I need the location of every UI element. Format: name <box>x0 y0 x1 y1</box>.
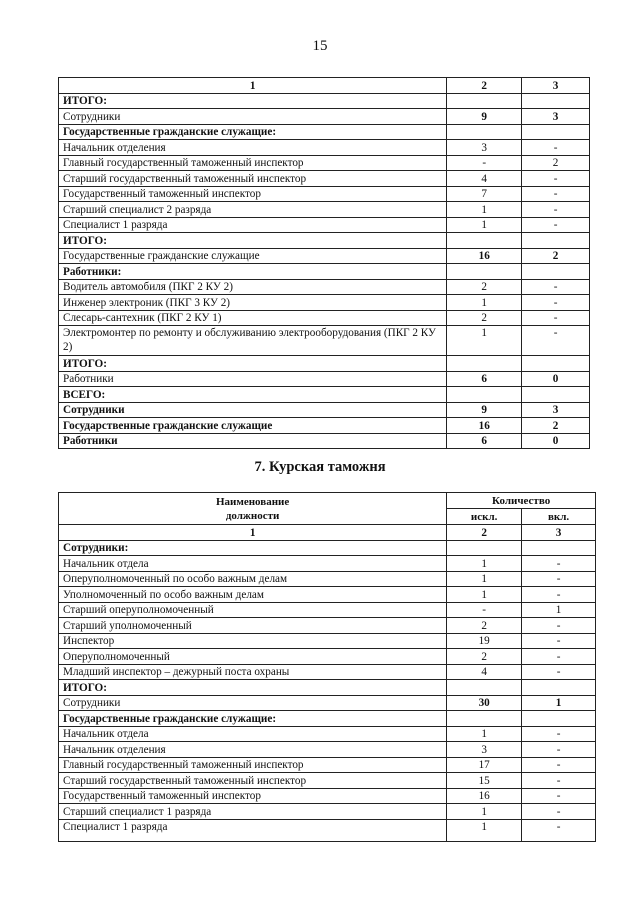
count-included-cell: 2 <box>522 155 590 171</box>
count-included-cell: - <box>522 773 596 789</box>
header-line-2: должности <box>225 509 280 522</box>
count-excluded-cell: 6 <box>447 371 522 387</box>
count-excluded-cell <box>447 680 522 696</box>
count-included-cell: 0 <box>522 371 590 387</box>
column-number-row <box>59 78 590 94</box>
count-included-cell: - <box>522 587 596 603</box>
position-name-cell: Уполномоченный по особо важным делам <box>59 587 447 603</box>
table-row <box>59 371 590 387</box>
count-excluded-cell: 1 <box>447 217 522 233</box>
position-name-cell: Сотрудники: <box>59 540 447 556</box>
count-included-cell: - <box>522 649 596 665</box>
count-included-cell: - <box>522 186 590 202</box>
position-name-cell: Старший государственный таможенный инспектор <box>59 773 447 789</box>
count-included-cell: 1 <box>522 695 596 711</box>
count-excluded-cell <box>447 540 522 556</box>
count-included-cell: - <box>522 171 590 187</box>
page-number: 15 <box>312 38 328 54</box>
table-row <box>59 602 596 618</box>
position-name-cell: Водитель автомобиля (ПКГ 2 КУ 2) <box>59 279 447 295</box>
table-row <box>59 124 590 140</box>
count-excluded-cell: 1 <box>447 804 522 820</box>
table-row <box>59 186 590 202</box>
quantity-header: Количество <box>447 493 596 509</box>
count-included-cell: - <box>522 571 596 587</box>
table-row <box>59 233 590 249</box>
count-included-cell: 3 <box>522 78 590 94</box>
count-excluded-cell: 6 <box>447 433 522 449</box>
table-row <box>59 402 590 418</box>
table-row <box>59 171 590 187</box>
table-row <box>59 587 596 603</box>
count-included-cell: 2 <box>522 248 590 264</box>
count-included-cell: - <box>522 819 596 841</box>
table-row <box>59 264 590 280</box>
table-row <box>59 742 596 758</box>
table-row <box>59 695 596 711</box>
table-row <box>59 93 590 109</box>
count-excluded-cell: - <box>447 155 522 171</box>
count-included-cell: - <box>522 279 590 295</box>
count-included-cell: - <box>522 295 590 311</box>
table-row <box>59 819 596 841</box>
position-name-cell: ИТОГО: <box>59 233 447 249</box>
position-name-cell: Государственные гражданские служащие <box>59 248 447 264</box>
position-name-cell: Начальник отделения <box>59 742 447 758</box>
position-name-cell: Оперуполномоченный <box>59 649 447 665</box>
table-row <box>59 202 590 218</box>
position-name-cell: Государственные гражданские служащие: <box>59 711 447 727</box>
section-title: 7. Курская таможня <box>254 459 386 475</box>
count-excluded-cell: 3 <box>447 742 522 758</box>
count-excluded-cell: 9 <box>447 402 522 418</box>
position-name-cell: Главный государственный таможенный инспектор <box>59 155 447 171</box>
position-name-cell: Старший государственный таможенный инспектор <box>59 171 447 187</box>
table-row <box>59 680 596 696</box>
count-excluded-cell: 1 <box>447 556 522 572</box>
count-included-cell: - <box>522 310 590 326</box>
count-included-cell: - <box>522 326 590 356</box>
position-name-cell: Электромонтер по ремонту и обслуживанию электрооборудования (ПКГ 2 КУ 2) <box>59 326 447 356</box>
count-excluded-cell: 4 <box>447 664 522 680</box>
count-included-cell: - <box>522 618 596 634</box>
count-included-cell: - <box>522 726 596 742</box>
table-row <box>59 140 590 156</box>
table-row <box>59 248 590 264</box>
position-name-cell: ВСЕГО: <box>59 387 447 403</box>
position-name-cell: Начальник отдела <box>59 726 447 742</box>
position-name-cell: Инженер электроник (ПКГ 3 КУ 2) <box>59 295 447 311</box>
table-row <box>59 633 596 649</box>
table-row <box>59 540 596 556</box>
count-excluded-cell: 1 <box>447 726 522 742</box>
header-line-1: Наименование <box>215 495 290 508</box>
header-row <box>59 493 596 509</box>
position-name-cell: Начальник отдела <box>59 556 447 572</box>
count-excluded-cell: 30 <box>447 695 522 711</box>
count-included-cell: 2 <box>522 418 590 434</box>
count-included-cell: 0 <box>522 433 590 449</box>
position-name-cell: Работники: <box>59 264 447 280</box>
position-name-cell: Государственные гражданские служащие <box>59 418 447 434</box>
count-included-cell: - <box>522 664 596 680</box>
count-excluded-cell <box>447 711 522 727</box>
count-excluded-cell: 2 <box>447 279 522 295</box>
position-name-cell: Слесарь-сантехник (ПКГ 2 КУ 1) <box>59 310 447 326</box>
count-included-cell <box>522 680 596 696</box>
count-excluded-cell: 15 <box>447 773 522 789</box>
count-excluded-cell <box>447 124 522 140</box>
table-row <box>59 711 596 727</box>
count-included-cell <box>522 711 596 727</box>
count-included-cell: 3 <box>522 525 596 541</box>
count-excluded-cell: 7 <box>447 186 522 202</box>
position-name-cell: Младший инспектор – дежурный поста охраны <box>59 664 447 680</box>
position-name-cell: Сотрудники <box>59 109 447 125</box>
count-excluded-cell: 2 <box>447 525 522 541</box>
table-row <box>59 356 590 372</box>
count-included-cell: - <box>522 633 596 649</box>
table-row <box>59 757 596 773</box>
count-excluded-cell: 1 <box>447 326 522 356</box>
count-excluded-cell <box>447 93 522 109</box>
table-row <box>59 433 590 449</box>
position-name-cell: Старший оперуполномоченный <box>59 602 447 618</box>
count-excluded-cell: 2 <box>447 649 522 665</box>
staffing-table-continued <box>58 77 590 449</box>
count-excluded-cell: 1 <box>447 202 522 218</box>
position-name-cell: Специалист 1 разряда <box>59 819 447 841</box>
position-name-cell: Главный государственный таможенный инспектор <box>59 757 447 773</box>
position-name-cell: 1 <box>59 525 447 541</box>
count-excluded-cell: 16 <box>447 788 522 804</box>
count-included-cell <box>522 540 596 556</box>
position-name-cell: Оперуполномоченный по особо важным делам <box>59 571 447 587</box>
table-row <box>59 295 590 311</box>
table-row <box>59 649 596 665</box>
count-excluded-cell: 9 <box>447 109 522 125</box>
position-name-cell: Государственные гражданские служащие: <box>59 124 447 140</box>
kursk-customs-staffing-table <box>58 492 596 842</box>
table-row <box>59 418 590 434</box>
count-excluded-cell: - <box>447 602 522 618</box>
position-name-cell: 1 <box>59 78 447 94</box>
count-included-cell <box>522 264 590 280</box>
count-included-cell: - <box>522 742 596 758</box>
table-row <box>59 571 596 587</box>
position-name-cell: Старший специалист 1 разряда <box>59 804 447 820</box>
count-included-cell <box>522 387 590 403</box>
included-header: вкл. <box>522 509 596 525</box>
count-excluded-cell: 19 <box>447 633 522 649</box>
count-excluded-cell: 1 <box>447 295 522 311</box>
count-excluded-cell <box>447 387 522 403</box>
table-row <box>59 773 596 789</box>
count-excluded-cell: 2 <box>447 310 522 326</box>
table-row <box>59 310 590 326</box>
position-name-cell: Специалист 1 разряда <box>59 217 447 233</box>
count-included-cell: - <box>522 788 596 804</box>
count-included-cell: - <box>522 556 596 572</box>
table-row <box>59 726 596 742</box>
count-included-cell <box>522 356 590 372</box>
column-number-row <box>59 525 596 541</box>
count-included-cell: 1 <box>522 602 596 618</box>
count-included-cell <box>522 93 590 109</box>
count-excluded-cell <box>447 233 522 249</box>
table-row <box>59 556 596 572</box>
count-included-cell: - <box>522 804 596 820</box>
count-excluded-cell: 16 <box>447 418 522 434</box>
count-included-cell: 3 <box>522 109 590 125</box>
position-name-cell: ИТОГО: <box>59 356 447 372</box>
count-included-cell: 3 <box>522 402 590 418</box>
position-name-cell: ИТОГО: <box>59 93 447 109</box>
position-name-header <box>59 493 447 525</box>
position-name-cell: Государственный таможенный инспектор <box>59 788 447 804</box>
count-included-cell <box>522 124 590 140</box>
table-row <box>59 387 590 403</box>
position-name-cell: Начальник отделения <box>59 140 447 156</box>
count-excluded-cell: 2 <box>447 78 522 94</box>
count-excluded-cell: 1 <box>447 571 522 587</box>
count-included-cell: - <box>522 757 596 773</box>
count-excluded-cell: 17 <box>447 757 522 773</box>
position-name-cell: Работники <box>59 371 447 387</box>
count-excluded-cell: 3 <box>447 140 522 156</box>
count-included-cell: - <box>522 140 590 156</box>
table-row <box>59 326 590 356</box>
position-name-cell: Старший уполномоченный <box>59 618 447 634</box>
excluded-header: искл. <box>447 509 522 525</box>
count-excluded-cell <box>447 356 522 372</box>
count-excluded-cell: 16 <box>447 248 522 264</box>
position-name-cell: Государственный таможенный инспектор <box>59 186 447 202</box>
count-excluded-cell <box>447 264 522 280</box>
position-name-cell: ИТОГО: <box>59 680 447 696</box>
table-row <box>59 804 596 820</box>
count-excluded-cell: 1 <box>447 819 522 841</box>
table-row <box>59 155 590 171</box>
position-name-cell: Сотрудники <box>59 402 447 418</box>
table-row <box>59 217 590 233</box>
count-excluded-cell: 2 <box>447 618 522 634</box>
table-row <box>59 664 596 680</box>
position-name-cell: Сотрудники <box>59 695 447 711</box>
position-name-cell: Инспектор <box>59 633 447 649</box>
count-included-cell <box>522 233 590 249</box>
position-name-cell: Работники <box>59 433 447 449</box>
position-name-cell: Старший специалист 2 разряда <box>59 202 447 218</box>
count-excluded-cell: 1 <box>447 587 522 603</box>
count-included-cell: - <box>522 202 590 218</box>
count-included-cell: - <box>522 217 590 233</box>
table-row <box>59 279 590 295</box>
table-row <box>59 618 596 634</box>
count-excluded-cell: 4 <box>447 171 522 187</box>
table-row <box>59 109 590 125</box>
table-row <box>59 788 596 804</box>
